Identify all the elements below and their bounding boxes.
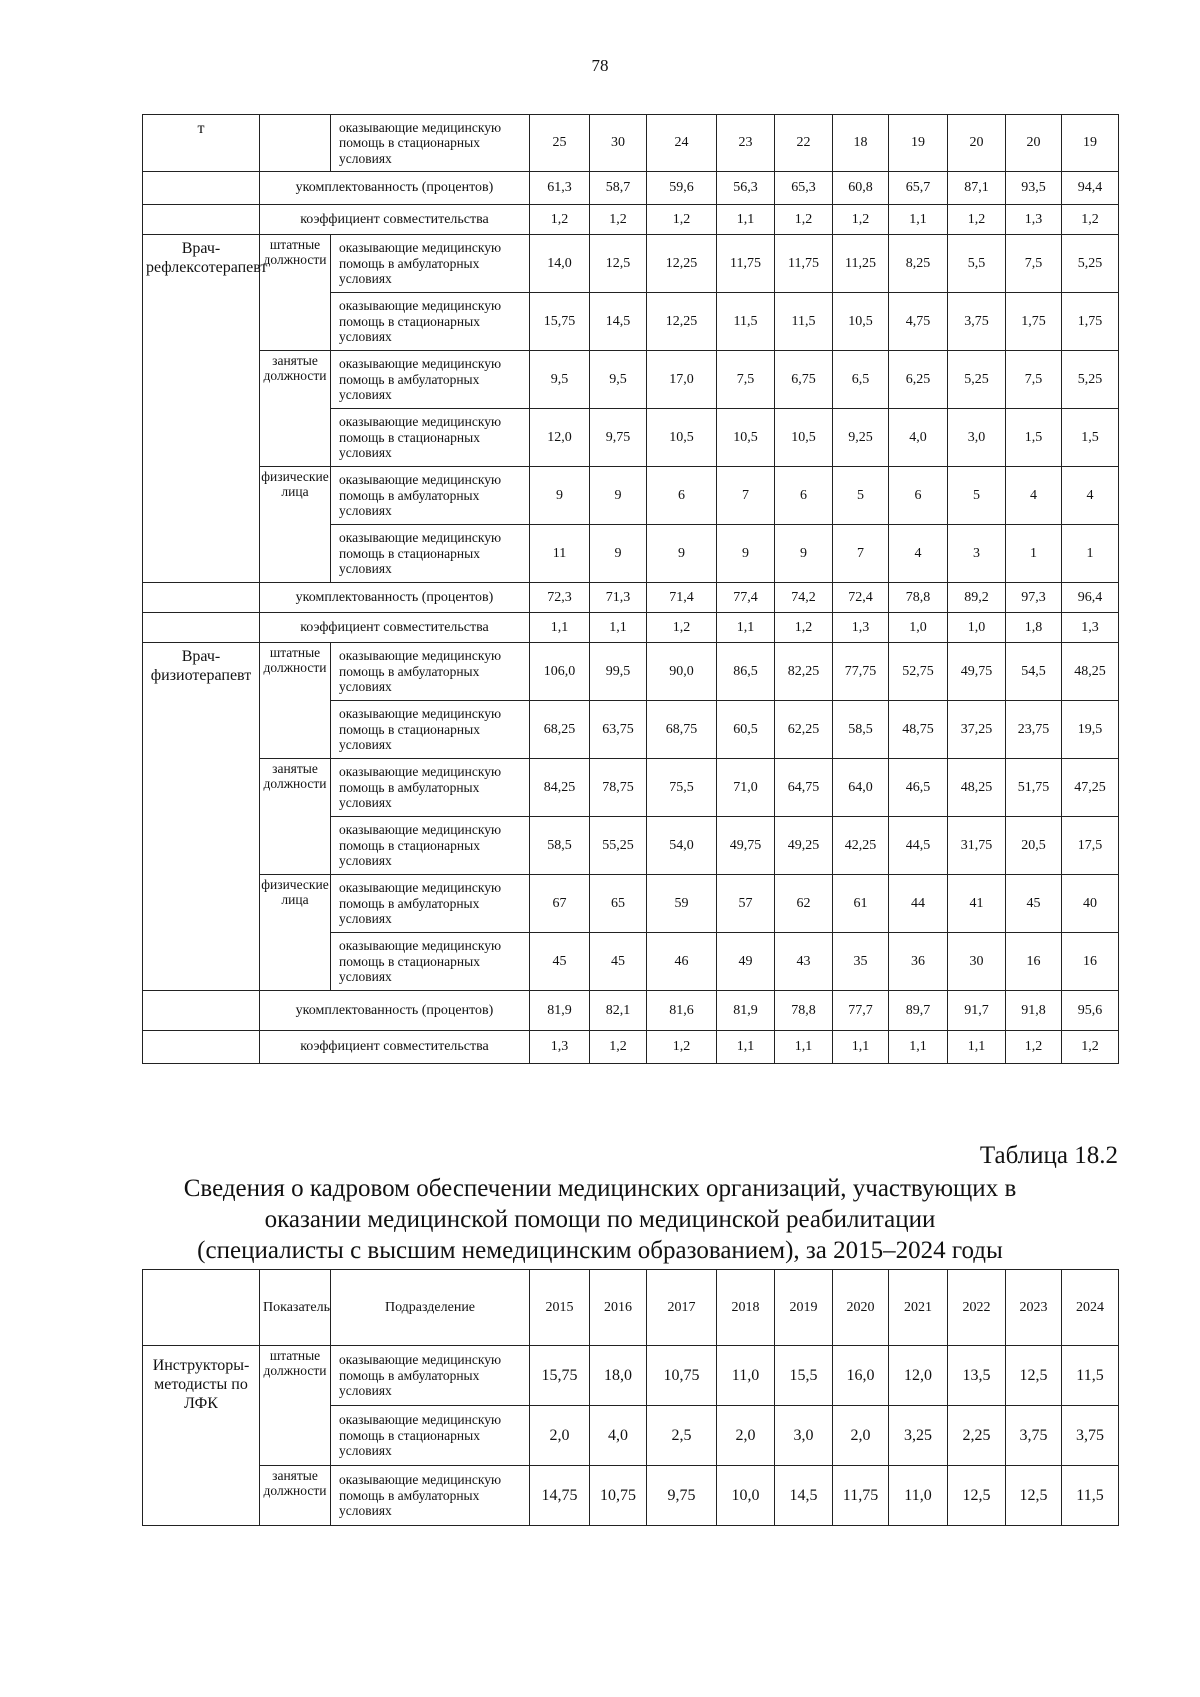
value-cell: 12,5 [590, 235, 647, 293]
value-cell: 61 [833, 875, 889, 933]
value-cell: 42,25 [833, 817, 889, 875]
value-cell: 9 [590, 525, 647, 583]
table-row [143, 583, 1119, 613]
value-cell: 74,2 [775, 583, 833, 613]
value-cell: 10,75 [590, 1466, 647, 1526]
value-cell: 5 [948, 467, 1006, 525]
value-cell: 49,75 [717, 817, 775, 875]
value-cell: 40 [1062, 875, 1119, 933]
subdivision-cell: оказывающие медицинскую помощь в амбулаторных условиях [331, 1346, 530, 1406]
value-cell: 19 [889, 115, 948, 172]
value-cell: 9,75 [647, 1466, 717, 1526]
value-cell: 43 [775, 933, 833, 991]
value-cell: 1 [1006, 525, 1062, 583]
value-cell: 12,25 [647, 235, 717, 293]
table-label: Таблица 18.2 [979, 1142, 1118, 1169]
value-cell: 44 [889, 875, 948, 933]
value-cell: 4,0 [889, 409, 948, 467]
value-cell: 7,5 [1006, 235, 1062, 293]
header-year: 2021 [889, 1270, 948, 1346]
value-cell: 9 [590, 467, 647, 525]
position-category-cell: физические лица [260, 875, 331, 991]
value-cell: 12,25 [647, 293, 717, 351]
value-cell: 67 [530, 875, 590, 933]
value-cell: 63,75 [590, 701, 647, 759]
value-cell: 54,5 [1006, 643, 1062, 701]
value-cell: 9 [717, 525, 775, 583]
value-cell: 68,25 [530, 701, 590, 759]
value-cell: 91,8 [1006, 991, 1062, 1031]
value-cell: 89,7 [889, 991, 948, 1031]
value-cell: 41 [948, 875, 1006, 933]
value-cell: 1,5 [1062, 409, 1119, 467]
value-cell: 16 [1006, 933, 1062, 991]
summary-label: укомплектованность (процентов) [260, 172, 530, 205]
table-row [143, 1466, 1119, 1526]
value-cell: 18 [833, 115, 889, 172]
value-cell: 99,5 [590, 643, 647, 701]
value-cell: 49,75 [948, 643, 1006, 701]
value-cell: 1,2 [1062, 205, 1119, 235]
value-cell: 45 [530, 933, 590, 991]
value-cell: 57 [717, 875, 775, 933]
value-cell: 11,75 [833, 1466, 889, 1526]
value-cell: 46,5 [889, 759, 948, 817]
value-cell: 45 [590, 933, 647, 991]
value-cell: 60,8 [833, 172, 889, 205]
value-cell: 37,25 [948, 701, 1006, 759]
header-year: 2022 [948, 1270, 1006, 1346]
header-year: 2023 [1006, 1270, 1062, 1346]
value-cell: 51,75 [1006, 759, 1062, 817]
value-cell: 1,0 [948, 613, 1006, 643]
value-cell: 96,4 [1062, 583, 1119, 613]
header-year: 2018 [717, 1270, 775, 1346]
header-year: 2024 [1062, 1270, 1119, 1346]
value-cell: 5,5 [948, 235, 1006, 293]
value-cell: 12,0 [889, 1346, 948, 1406]
value-cell: 12,5 [948, 1466, 1006, 1526]
value-cell: 48,25 [1062, 643, 1119, 701]
value-cell: 93,5 [1006, 172, 1062, 205]
value-cell: 1,1 [833, 1031, 889, 1064]
value-cell: 2,5 [647, 1406, 717, 1466]
table-row [143, 1346, 1119, 1406]
value-cell: 11,25 [833, 235, 889, 293]
value-cell: 23,75 [1006, 701, 1062, 759]
table-row [143, 1031, 1119, 1064]
value-cell: 1,2 [948, 205, 1006, 235]
value-cell: 1,2 [775, 205, 833, 235]
staffing-table-18-2 [142, 1269, 1119, 1526]
value-cell: 45 [1006, 875, 1062, 933]
value-cell: 6 [647, 467, 717, 525]
subdivision-cell: оказывающие медицинскую помощь в амбулаторных условиях [331, 235, 530, 293]
value-cell: 4 [889, 525, 948, 583]
value-cell: 49 [717, 933, 775, 991]
value-cell: 1,3 [1062, 613, 1119, 643]
value-cell: 1,1 [889, 205, 948, 235]
value-cell: 1,2 [1006, 1031, 1062, 1064]
header-year: 2020 [833, 1270, 889, 1346]
value-cell: 1,2 [1062, 1031, 1119, 1064]
position-category-cell: штатные должности [260, 643, 331, 759]
value-cell: 91,7 [948, 991, 1006, 1031]
value-cell: 1,2 [530, 205, 590, 235]
value-cell: 9 [647, 525, 717, 583]
value-cell: 78,75 [590, 759, 647, 817]
value-cell: 49,25 [775, 817, 833, 875]
table-row [143, 115, 1119, 172]
subdivision-cell: оказывающие медицинскую помощь в амбулаторных условиях [331, 759, 530, 817]
value-cell: 1,2 [647, 205, 717, 235]
summary-label: укомплектованность (процентов) [260, 583, 530, 613]
value-cell: 1,2 [590, 205, 647, 235]
value-cell: 1,1 [889, 1031, 948, 1064]
value-cell: 97,3 [1006, 583, 1062, 613]
value-cell: 31,75 [948, 817, 1006, 875]
value-cell: 1,3 [530, 1031, 590, 1064]
value-cell: 48,25 [948, 759, 1006, 817]
value-cell: 48,75 [889, 701, 948, 759]
value-cell: 14,5 [590, 293, 647, 351]
value-cell: 77,4 [717, 583, 775, 613]
value-cell: 1,1 [717, 1031, 775, 1064]
value-cell: 2,0 [833, 1406, 889, 1466]
table-row [143, 875, 1119, 933]
value-cell: 24 [647, 115, 717, 172]
value-cell: 6 [775, 467, 833, 525]
value-cell: 6 [889, 467, 948, 525]
value-cell: 1,0 [889, 613, 948, 643]
value-cell: 5,25 [948, 351, 1006, 409]
value-cell: 11,5 [1062, 1466, 1119, 1526]
value-cell: 58,5 [833, 701, 889, 759]
value-cell: 4,75 [889, 293, 948, 351]
value-cell: 14,75 [530, 1466, 590, 1526]
value-cell: 1,2 [775, 613, 833, 643]
table-row [143, 613, 1119, 643]
value-cell: 11,75 [717, 235, 775, 293]
empty-cell [143, 583, 260, 613]
value-cell: 44,5 [889, 817, 948, 875]
table-row [143, 351, 1119, 409]
value-cell: 11 [530, 525, 590, 583]
value-cell: 11,0 [889, 1466, 948, 1526]
subdivision-cell: оказывающие медицинскую помощь в стационарных условиях [331, 293, 530, 351]
summary-label: укомплектованность (процентов) [260, 991, 530, 1031]
value-cell: 30 [948, 933, 1006, 991]
value-cell: 11,5 [717, 293, 775, 351]
header-row [143, 1270, 1119, 1346]
value-cell: 82,1 [590, 991, 647, 1031]
summary-label: коэффициент совместительства [260, 205, 530, 235]
value-cell: 6,25 [889, 351, 948, 409]
value-cell: 90,0 [647, 643, 717, 701]
value-cell: 58,7 [590, 172, 647, 205]
value-cell: 7,5 [1006, 351, 1062, 409]
value-cell: 16 [1062, 933, 1119, 991]
value-cell: 77,75 [833, 643, 889, 701]
table-row [143, 467, 1119, 525]
value-cell: 81,9 [530, 991, 590, 1031]
value-cell: 4,0 [590, 1406, 647, 1466]
table-row [143, 205, 1119, 235]
value-cell: 81,9 [717, 991, 775, 1031]
value-cell: 14,0 [530, 235, 590, 293]
table-row [143, 172, 1119, 205]
summary-label: коэффициент совместительства [260, 1031, 530, 1064]
subdivision-cell: оказывающие медицинскую помощь в стационарных условиях [331, 409, 530, 467]
value-cell: 20 [948, 115, 1006, 172]
value-cell: 2,0 [717, 1406, 775, 1466]
value-cell: 1,1 [717, 205, 775, 235]
subdivision-cell: оказывающие медицинскую помощь в стационарных условиях [331, 525, 530, 583]
value-cell: 59 [647, 875, 717, 933]
value-cell: 2,25 [948, 1406, 1006, 1466]
value-cell: 35 [833, 933, 889, 991]
table-row [143, 643, 1119, 701]
value-cell: 8,25 [889, 235, 948, 293]
value-cell: 3,0 [775, 1406, 833, 1466]
value-cell: 15,5 [775, 1346, 833, 1406]
value-cell: 6,5 [833, 351, 889, 409]
value-cell: 62 [775, 875, 833, 933]
subdivision-cell: оказывающие медицинскую помощь в стационарных условиях [331, 817, 530, 875]
empty-cell [143, 613, 260, 643]
value-cell: 17,5 [1062, 817, 1119, 875]
table-row [143, 235, 1119, 293]
value-cell: 106,0 [530, 643, 590, 701]
value-cell: 9,5 [590, 351, 647, 409]
value-cell: 1,1 [530, 613, 590, 643]
value-cell: 64,75 [775, 759, 833, 817]
specialty-cell: Врач-рефлексотерапевт [143, 235, 260, 583]
value-cell: 3,75 [1062, 1406, 1119, 1466]
value-cell: 78,8 [889, 583, 948, 613]
value-cell: 60,5 [717, 701, 775, 759]
value-cell: 5,25 [1062, 235, 1119, 293]
value-cell: 3 [948, 525, 1006, 583]
subdivision-cell: оказывающие медицинскую помощь в амбулаторных условиях [331, 875, 530, 933]
value-cell: 11,75 [775, 235, 833, 293]
specialty-cell: Врач-физиотерапевт [143, 643, 260, 991]
value-cell: 15,75 [530, 293, 590, 351]
value-cell: 20,5 [1006, 817, 1062, 875]
position-category-cell [260, 115, 331, 172]
value-cell: 5,25 [1062, 351, 1119, 409]
value-cell: 30 [590, 115, 647, 172]
value-cell: 84,25 [530, 759, 590, 817]
value-cell: 46 [647, 933, 717, 991]
value-cell: 71,4 [647, 583, 717, 613]
value-cell: 1,2 [647, 1031, 717, 1064]
value-cell: 10,5 [647, 409, 717, 467]
value-cell: 11,5 [1062, 1346, 1119, 1406]
header-indicator: Показатель [260, 1270, 331, 1346]
value-cell: 10,75 [647, 1346, 717, 1406]
summary-label: коэффициент совместительства [260, 613, 530, 643]
value-cell: 20 [1006, 115, 1062, 172]
value-cell: 12,5 [1006, 1346, 1062, 1406]
position-category-cell: физические лица [260, 467, 331, 583]
value-cell: 18,0 [590, 1346, 647, 1406]
value-cell: 15,75 [530, 1346, 590, 1406]
value-cell: 7 [833, 525, 889, 583]
value-cell: 9 [530, 467, 590, 525]
value-cell: 65,3 [775, 172, 833, 205]
position-category-cell: занятые должности [260, 351, 331, 467]
value-cell: 19,5 [1062, 701, 1119, 759]
value-cell: 1,75 [1006, 293, 1062, 351]
value-cell: 71,3 [590, 583, 647, 613]
value-cell: 9,25 [833, 409, 889, 467]
value-cell: 1,2 [590, 1031, 647, 1064]
value-cell: 5 [833, 467, 889, 525]
value-cell: 86,5 [717, 643, 775, 701]
value-cell: 17,0 [647, 351, 717, 409]
value-cell: 87,1 [948, 172, 1006, 205]
value-cell: 9,5 [530, 351, 590, 409]
value-cell: 3,0 [948, 409, 1006, 467]
value-cell: 4 [1062, 467, 1119, 525]
value-cell: 12,0 [530, 409, 590, 467]
value-cell: 6,75 [775, 351, 833, 409]
value-cell: 65,7 [889, 172, 948, 205]
value-cell: 3,75 [1006, 1406, 1062, 1466]
value-cell: 75,5 [647, 759, 717, 817]
value-cell: 59,6 [647, 172, 717, 205]
value-cell: 36 [889, 933, 948, 991]
value-cell: 1,8 [1006, 613, 1062, 643]
value-cell: 94,4 [1062, 172, 1119, 205]
value-cell: 62,25 [775, 701, 833, 759]
value-cell: 52,75 [889, 643, 948, 701]
value-cell: 1,5 [1006, 409, 1062, 467]
empty-cell [143, 172, 260, 205]
value-cell: 1,1 [775, 1031, 833, 1064]
value-cell: 58,5 [530, 817, 590, 875]
value-cell: 61,3 [530, 172, 590, 205]
header-year: 2019 [775, 1270, 833, 1346]
subdivision-cell: оказывающие медицинскую помощь в стационарных условиях [331, 933, 530, 991]
empty-cell [143, 205, 260, 235]
value-cell: 54,0 [647, 817, 717, 875]
value-cell: 72,3 [530, 583, 590, 613]
table-row [143, 991, 1119, 1031]
subdivision-cell: оказывающие медицинскую помощь в амбулаторных условиях [331, 1466, 530, 1526]
value-cell: 56,3 [717, 172, 775, 205]
table-row [143, 759, 1119, 817]
header-division: Подразделение [331, 1270, 530, 1346]
subdivision-cell: оказывающие медицинскую помощь в стационарных условиях [331, 115, 530, 172]
value-cell: 1,2 [833, 205, 889, 235]
position-category-cell: штатные должности [260, 1346, 331, 1466]
value-cell: 3,75 [948, 293, 1006, 351]
value-cell: 1,1 [717, 613, 775, 643]
value-cell: 9 [775, 525, 833, 583]
value-cell: 10,5 [833, 293, 889, 351]
value-cell: 16,0 [833, 1346, 889, 1406]
value-cell: 14,5 [775, 1466, 833, 1526]
position-category-cell: штатные должности [260, 235, 331, 351]
value-cell: 25 [530, 115, 590, 172]
value-cell: 7 [717, 467, 775, 525]
value-cell: 1,3 [1006, 205, 1062, 235]
value-cell: 3,25 [889, 1406, 948, 1466]
table-caption-line-3: (специалисты с высшим немедицинским образованием), за 2015–2024 годы [197, 1237, 1003, 1264]
value-cell: 2,0 [530, 1406, 590, 1466]
value-cell: 1,2 [647, 613, 717, 643]
subdivision-cell: оказывающие медицинскую помощь в амбулаторных условиях [331, 351, 530, 409]
value-cell: 1,3 [833, 613, 889, 643]
value-cell: 10,5 [717, 409, 775, 467]
value-cell: 71,0 [717, 759, 775, 817]
subdivision-cell: оказывающие медицинскую помощь в амбулаторных условиях [331, 467, 530, 525]
page-number: 78 [591, 56, 609, 75]
header-year: 2017 [647, 1270, 717, 1346]
value-cell: 1,1 [948, 1031, 1006, 1064]
value-cell: 1 [1062, 525, 1119, 583]
value-cell: 4 [1006, 467, 1062, 525]
value-cell: 81,6 [647, 991, 717, 1031]
value-cell: 10,5 [775, 409, 833, 467]
value-cell: 7,5 [717, 351, 775, 409]
value-cell: 19 [1062, 115, 1119, 172]
table-caption-line-2: оказании медицинской помощи по медицинской реабилитации [264, 1206, 936, 1233]
value-cell: 89,2 [948, 583, 1006, 613]
subdivision-cell: оказывающие медицинскую помощь в стационарных условиях [331, 701, 530, 759]
subdivision-cell: оказывающие медицинскую помощь в стационарных условиях [331, 1406, 530, 1466]
value-cell: 77,7 [833, 991, 889, 1031]
header-year: 2016 [590, 1270, 647, 1346]
position-category-cell: занятые должности [260, 1466, 331, 1526]
specialty-cell: Инструкторы-методисты по ЛФК [143, 1346, 260, 1526]
value-cell: 11,0 [717, 1346, 775, 1406]
value-cell: 47,25 [1062, 759, 1119, 817]
value-cell: 22 [775, 115, 833, 172]
value-cell: 1,1 [590, 613, 647, 643]
value-cell: 95,6 [1062, 991, 1119, 1031]
header-year: 2015 [530, 1270, 590, 1346]
header-empty-cell [143, 1270, 260, 1346]
value-cell: 23 [717, 115, 775, 172]
position-category-cell: занятые должности [260, 759, 331, 875]
subdivision-cell: оказывающие медицинскую помощь в амбулаторных условиях [331, 643, 530, 701]
empty-cell [143, 991, 260, 1031]
value-cell: 11,5 [775, 293, 833, 351]
empty-cell [143, 1031, 260, 1064]
value-cell: 13,5 [948, 1346, 1006, 1406]
value-cell: 9,75 [590, 409, 647, 467]
value-cell: 82,25 [775, 643, 833, 701]
value-cell: 78,8 [775, 991, 833, 1031]
value-cell: 12,5 [1006, 1466, 1062, 1526]
table-caption-line-1: Сведения о кадровом обеспечении медицинских организаций, участвующих в [183, 1175, 1017, 1202]
value-cell: 1,75 [1062, 293, 1119, 351]
value-cell: 10,0 [717, 1466, 775, 1526]
value-cell: 68,75 [647, 701, 717, 759]
value-cell: 65 [590, 875, 647, 933]
specialty-cell: т [143, 115, 260, 172]
value-cell: 72,4 [833, 583, 889, 613]
value-cell: 55,25 [590, 817, 647, 875]
staffing-table-continued [142, 114, 1119, 1064]
value-cell: 64,0 [833, 759, 889, 817]
